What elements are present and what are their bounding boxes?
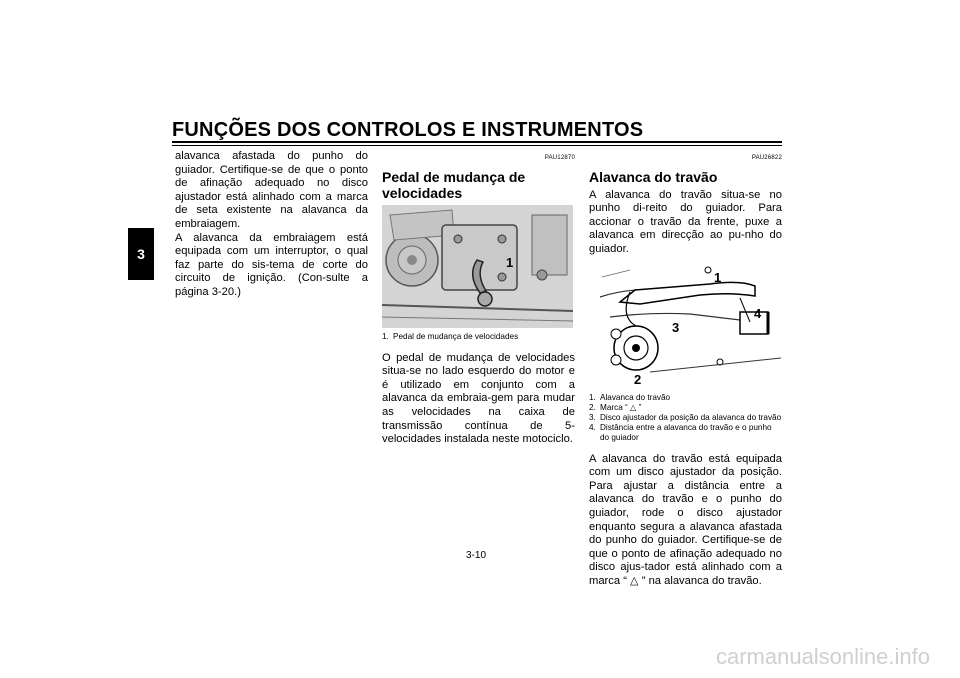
page-number: 3-10 [466, 550, 487, 561]
caption-number: 4. [589, 422, 596, 432]
chapter-tab: 3 [128, 228, 154, 280]
caption-text: Distância entre a alavanca do travão e o punho do guiador [600, 422, 772, 442]
section-title-shift-pedal: Pedal de mudança de velocidades [382, 168, 526, 201]
brake-lever-drawing [589, 261, 782, 389]
figure-callout-3: 3 [672, 319, 680, 335]
caption-item [589, 403, 782, 413]
col1-paragraph-2: A alavanca da embraiagem está equipada com um interruptor, o qual faz parte do sis-tema de corte do circuito de ignição. (Con-sulte a página 3-20.) [175, 231, 368, 298]
caption-item [589, 413, 782, 423]
brake-lever-illustration [590, 262, 781, 388]
caption-number: 3. [589, 412, 596, 422]
section-title-brake-lever: Alavanca do travão [589, 168, 718, 185]
caption-item [589, 393, 782, 403]
caption-text: Disco ajustador da posição da alavanca do travão [600, 412, 782, 422]
figure-callout-1: 1 [714, 269, 722, 285]
caption-text: Marca “ △ ” [600, 402, 642, 412]
section-code: PAU12870 [544, 155, 575, 161]
col1-paragraph-1: alavanca afastada do punho do guiador. Certifique-se de que o ponto de afinação adequado no disco ajustador está alinhado com a marca de seta existente na alavanca da embraiagem. [175, 150, 368, 230]
figure-captions [589, 393, 782, 443]
column-right [589, 150, 782, 589]
caption-item [589, 423, 782, 443]
figure-callout-1: 1 [506, 254, 514, 270]
caption-number: 1. [382, 331, 389, 341]
col3-intro: A alavanca do travão situa-se no punho di-reito do guiador. Para accionar o travão da frente, puxe a alavanca em direcção ao pu-nho do guiador. [589, 188, 782, 255]
figure-captions [382, 332, 575, 342]
page-title: FUNÇÕES DOS CONTROLOS E INSTRUMENTOS [172, 119, 644, 141]
caption-number: 2. [589, 402, 596, 412]
shift-pedal-illustration [382, 205, 573, 328]
header-rule [172, 141, 782, 143]
caption-text: Pedal de mudança de velocidades [393, 331, 519, 341]
caption-text: Alavanca do travão [600, 392, 671, 402]
figure-callout-2: 2 [634, 371, 642, 387]
column-left [175, 150, 368, 300]
caption-item [382, 332, 575, 342]
watermark: carmanualsonline.info [715, 644, 930, 669]
col3-body: A alavanca do travão está equipada com um disco ajustador da posição. Para ajustar a distância entre a alavanca do travão e o punho do guiador, rode o disco ajustador enquanto segura a alavanca afastada do punho do guiador. Certifique-se de que o ponto de afinação adequado no disco ajus-tador está alinhado com a marca “ △ ” na alavanca do travão. [589, 452, 782, 587]
figure-callout-4: 4 [754, 305, 762, 321]
header-rule-thin [172, 145, 782, 146]
section-code: PAU26822 [751, 155, 782, 161]
caption-number: 1. [589, 392, 596, 402]
column-middle [382, 150, 575, 447]
shift-pedal-photo [382, 205, 573, 328]
col2-body: O pedal de mudança de velocidades situa-se no lado esquerdo do motor e é utilizado em conjunto com a alavanca da embraia-gem para mudar as velocidades na caixa de transmissão contínua de 5-velocidades instalada neste motociclo. [382, 351, 575, 446]
